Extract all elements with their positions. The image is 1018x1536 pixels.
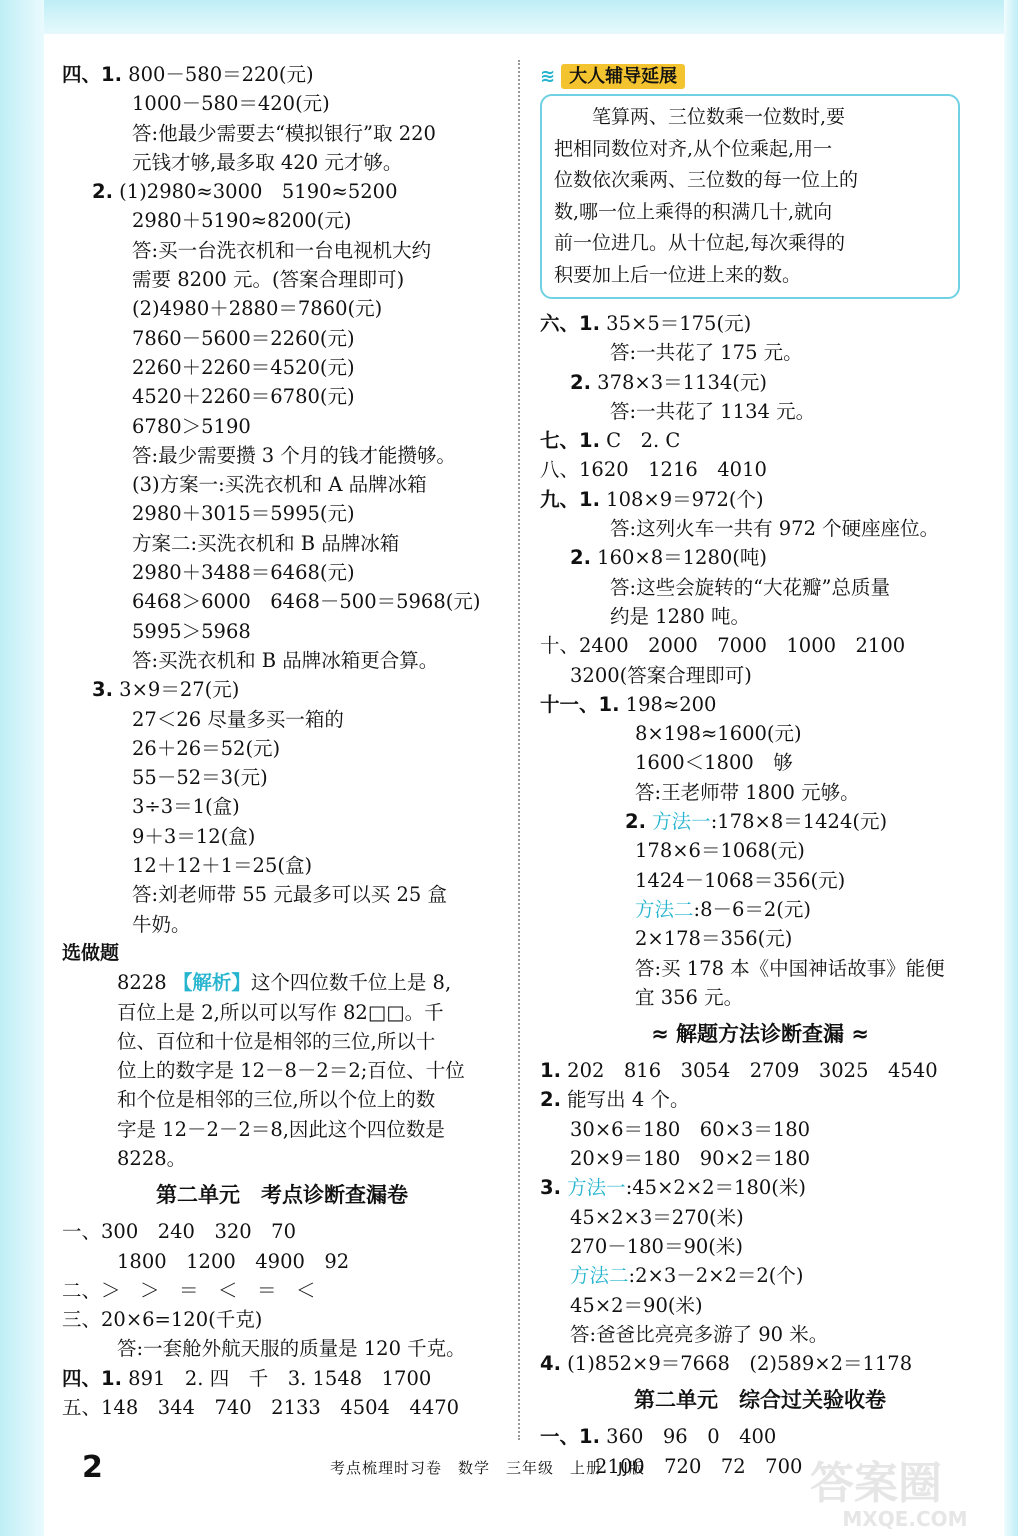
answer-text: 800－580＝220(元) [121, 63, 314, 86]
column-divider [518, 60, 520, 1440]
answer-line [540, 602, 980, 631]
section-heading: ≈ 解题方法诊断查漏 ≈ [651, 1022, 869, 1047]
answer-line [540, 1144, 980, 1173]
answer-line [540, 661, 980, 690]
answer-text: 8×198≈1600(元) [635, 722, 802, 746]
answer-line [62, 119, 502, 148]
answer-text: 答:一套舱外航天服的质量是 120 千克。 [117, 1337, 466, 1361]
answer-text: 6780＞5190 [132, 414, 251, 438]
question-number: 3. [540, 1176, 561, 1200]
answer-line [62, 236, 502, 265]
answer-line [540, 866, 980, 895]
answer-text: C 2. C [599, 429, 681, 453]
callout-box [540, 94, 960, 299]
answer-text: 需要 8200 元。(答案合理即可) [132, 268, 405, 292]
answer-text: 202 816 3054 2709 3025 4540 [560, 1059, 938, 1083]
section-heading: 第二单元 综合过关验收卷 [634, 1388, 886, 1413]
section-title: 选做题 [62, 941, 120, 964]
answer-text: 12＋12＋1＝25(盒) [132, 854, 313, 878]
callout-line: 把相同数位对齐,从个位乘起,用一 [554, 137, 833, 160]
answer-line [62, 675, 502, 704]
callout-line: 前一位进几。从十位起,每次乘得的 [554, 232, 846, 254]
answer-line [62, 1247, 502, 1276]
method-tag: 方法二 [570, 1264, 629, 1288]
answer-text: 能写出 4 个。 [560, 1088, 690, 1112]
answer-text: 5995＞5968 [132, 619, 251, 643]
answer-text: 字是 12－2－2＝8,因此这个四位数是 [117, 1117, 445, 1141]
answer-text: 答:一共花了 1134 元。 [610, 399, 816, 423]
answer-text: 2260＋2260＝4520(元) [132, 355, 355, 379]
answer-text: 45×2＝90(米) [570, 1293, 703, 1317]
answer-text: 方案二:买洗衣机和 B 品牌冰箱 [132, 531, 400, 555]
answer-line [540, 309, 980, 338]
callout-line: 位数依次乘两、三位数的每一位上的 [554, 169, 859, 191]
callout-header [540, 60, 980, 94]
question-number: 2. [92, 180, 113, 204]
answer-line [540, 1115, 980, 1144]
answer-line [62, 763, 502, 792]
answer-text: 27＜26 尽量多买一箱的 [132, 707, 344, 731]
answer-line [62, 89, 502, 118]
answer-line [540, 1203, 980, 1232]
method-tag: 方法二 [635, 897, 694, 921]
answer-text: 360 96 0 400 [599, 1425, 777, 1449]
answer-line [540, 514, 980, 543]
answer-line [540, 1261, 980, 1290]
answer-text: 270－180＝90(米) [570, 1234, 743, 1258]
answer-line [62, 1056, 502, 1085]
answer-line [540, 426, 980, 455]
question-number: 2. [540, 1088, 561, 1112]
answer-line [540, 455, 980, 484]
answer-text: 378×3＝1134(元) [590, 370, 767, 394]
answer-line [62, 1305, 502, 1334]
question-number: 九、1. [540, 487, 600, 511]
answer-line [62, 294, 502, 323]
left-column [62, 60, 502, 1422]
answer-line [62, 587, 502, 616]
answer-line [62, 558, 502, 587]
page-frame-right [1004, 0, 1018, 1536]
page-number: 2 [82, 1450, 103, 1485]
question-number: 4. [540, 1352, 561, 1376]
answer-text: 答:刘老师带 55 元最多可以买 25 盒 [132, 883, 447, 907]
answer-line [62, 1364, 502, 1393]
callout-line: 数,哪一位上乘得的积满几十,就向 [554, 200, 833, 223]
answer-text: 35×5＝175(元) [599, 312, 752, 335]
question-number: 3. [92, 678, 113, 702]
answer-line [62, 1027, 502, 1056]
answer-line [540, 836, 980, 865]
answer-text: 3÷3＝1(盒) [132, 795, 240, 819]
answer-text: 3200(答案合理即可) [570, 663, 752, 687]
answer-line [540, 1349, 980, 1378]
answer-text: 55－52＝3(元) [132, 766, 268, 790]
answer-line [62, 792, 502, 821]
watermark-url: MXQE.COM [842, 1507, 968, 1531]
answer-line [62, 910, 502, 939]
answer-text: 位上的数字是 12－8－2＝2;百位、十位 [117, 1059, 465, 1083]
answer-text: :2×3－2×2＝2(个) [628, 1264, 804, 1288]
answer-line [62, 148, 502, 177]
answer-line [62, 470, 502, 499]
answer-line [62, 441, 502, 470]
callout-title: 大人辅导延展 [561, 64, 685, 89]
answer-line [62, 529, 502, 558]
answer-text: 二、＞ ＞ ＝ ＜ ＝ ＜ [62, 1278, 316, 1302]
answer-line [62, 206, 502, 235]
answer-line [540, 1056, 980, 1085]
answer-text: 7860－5600＝2260(元) [132, 326, 355, 350]
question-number: 一、1. [540, 1425, 600, 1449]
answer-line [540, 719, 980, 748]
question-number: 七、1. [540, 429, 600, 453]
answer-text: :178×8＝1424(元) [710, 810, 888, 834]
method-tag: 方法一 [645, 810, 711, 834]
callout-line: 笔算两、三位数乘一位数时,要 [554, 106, 846, 128]
answer-value: 8228 [117, 971, 173, 995]
footer-text: 考点梳理时习卷 数学 三年级 上册 JJ版 [330, 1459, 645, 1477]
answer-text: 1600＜1800 够 [635, 751, 793, 775]
answer-text: 这个四位数千位上是 8, [250, 971, 452, 995]
answer-text: 牛奶。 [132, 912, 191, 936]
answer-line [62, 1276, 502, 1305]
right-column [540, 60, 980, 1481]
answer-text: 6468＞6000 6468－500＝5968(元) [132, 590, 481, 614]
answer-text: 三、20×6=120(千克) [62, 1308, 263, 1332]
answer-line [62, 1115, 502, 1144]
answer-text: 答:王老师带 1800 元够。 [635, 780, 860, 804]
answer-line [62, 968, 502, 997]
answer-line [62, 1085, 502, 1114]
answer-text: 2100 720 72 700 [595, 1454, 803, 1478]
answer-text: 178×6＝1068(元) [635, 839, 805, 863]
answer-text: 2980＋3015＝5995(元) [132, 502, 355, 526]
answer-text: 答:他最少需要去“模拟银行”取 220 [132, 121, 436, 145]
answer-text: 答:买一台洗衣机和一台电视机大约 [132, 238, 432, 262]
answer-line [62, 734, 502, 763]
answer-line [62, 1334, 502, 1363]
answer-line [540, 338, 980, 367]
answer-line [62, 499, 502, 528]
callout-line: 积要加上后一位进上来的数。 [554, 263, 802, 286]
answer-line [62, 646, 502, 675]
question-number: 2. [570, 370, 591, 394]
answer-line [62, 265, 502, 294]
right-answers [540, 309, 980, 1481]
answer-text: 45×2×3＝270(米) [570, 1205, 744, 1229]
page-frame-left [0, 0, 44, 1536]
answer-line [62, 324, 502, 353]
answer-text: 198≈200 [619, 692, 717, 716]
answer-text: 宜 356 元。 [635, 985, 744, 1009]
answer-line [62, 822, 502, 851]
answer-text: 答:买 178 本《中国神话故事》能便 [635, 956, 945, 980]
answer-text: :8－6＝2(元) [693, 897, 812, 921]
answer-text: 1000－580＝420(元) [132, 92, 330, 116]
answer-text: 2×178＝356(元) [635, 927, 793, 951]
answer-line [540, 983, 980, 1012]
answer-text: 答:这列火车一共有 972 个硬座座位。 [610, 517, 940, 541]
answer-line [540, 954, 980, 983]
answer-line [62, 880, 502, 909]
answer-line [540, 1232, 980, 1261]
answer-text: 答:爸爸比亮亮多游了 90 米。 [570, 1322, 829, 1346]
answer-line [62, 1144, 502, 1173]
answer-line [540, 924, 980, 953]
answer-text: 2980＋5190≈8200(元) [132, 209, 352, 233]
question-number: 十一、1. [540, 692, 620, 716]
answer-text: 891 2. 四 千 3. 1548 1700 [121, 1366, 432, 1390]
answer-text: 元钱才够,最多取 420 元才够。 [132, 150, 403, 174]
page-frame-top [0, 0, 1018, 34]
section-heading: 第二单元 考点诊断查漏卷 [156, 1183, 408, 1208]
method-tag: 【解析】 [172, 971, 251, 995]
answer-text: 30×6＝180 60×3＝180 [570, 1117, 811, 1141]
answer-line [540, 1085, 980, 1114]
answer-text: 4520＋2260＝6780(元) [132, 385, 355, 409]
answer-text: 26＋26＝52(元) [132, 736, 281, 760]
answer-text: 108×9＝972(个) [599, 487, 764, 511]
answer-line [62, 998, 502, 1027]
answer-text: 2980＋3488＝6468(元) [132, 561, 355, 585]
answer-text: 3×9＝27(元) [112, 678, 240, 702]
answer-text: 答:最少需要攒 3 个月的钱才能攒够。 [132, 443, 456, 467]
answer-text: 20×9＝180 90×2＝180 [570, 1147, 811, 1171]
answer-line [540, 748, 980, 777]
question-number: 2. [570, 546, 591, 570]
answer-text: 1424－1068＝356(元) [635, 868, 846, 892]
answer-text: 一、300 240 320 70 [62, 1220, 296, 1244]
answer-text: (1)852×9＝7668 (2)589×2＝1178 [560, 1352, 913, 1376]
answer-text: 1800 1200 4900 92 [117, 1249, 350, 1273]
answer-line [540, 895, 980, 924]
watermark [810, 1460, 1000, 1532]
answer-line [62, 705, 502, 734]
answer-text: 答:一共花了 175 元。 [610, 341, 803, 365]
answer-line [540, 690, 980, 719]
answer-text: 位、百位和十位是相邻的三位,所以十 [117, 1029, 436, 1053]
answer-text: 160×8＝1280(吨) [590, 546, 767, 570]
answer-text: 约是 1280 吨。 [610, 604, 751, 628]
answer-text: (3)方案一:买洗衣机和 A 品牌冰箱 [132, 473, 427, 497]
answer-text: (2)4980＋2880＝7860(元) [132, 297, 383, 321]
answer-line [62, 1217, 502, 1246]
answer-line [62, 617, 502, 646]
answer-line [62, 60, 502, 89]
answer-line [62, 353, 502, 382]
answer-text: 十、2400 2000 7000 1000 2100 [540, 634, 906, 658]
answer-line [540, 573, 980, 602]
answer-line [62, 1393, 502, 1422]
answer-line [540, 778, 980, 807]
answer-text: :45×2×2＝180(米) [625, 1176, 806, 1200]
question-number: 1. [540, 1059, 561, 1083]
answer-text: 8228。 [117, 1146, 187, 1170]
answer-line [540, 543, 980, 572]
answer-text: 五、148 344 740 2133 4504 4470 [62, 1396, 460, 1420]
answer-text: 八、1620 1216 4010 [540, 458, 767, 482]
watermark-logo: 答案圈 [810, 1458, 942, 1509]
question-number: 四、1. [62, 1366, 122, 1390]
answer-line [62, 851, 502, 880]
answer-line [540, 485, 980, 514]
answer-text: 9＋3＝12(盒) [132, 824, 256, 848]
answer-line [540, 1173, 980, 1202]
answer-text: 和个位是相邻的三位,所以个位上的数 [117, 1088, 436, 1112]
answer-text: (1)2980≈3000 5190≈5200 [112, 180, 398, 204]
question-number: 2. [625, 810, 646, 834]
answer-line [540, 807, 980, 836]
question-number: 四、1. [62, 63, 122, 86]
answer-text: 百位上是 2,所以可以写作 82□□。千 [117, 1000, 444, 1024]
answer-text: 答:这些会旋转的“大花瓣”总质量 [610, 575, 891, 599]
answer-line [540, 631, 980, 660]
answer-line [540, 1320, 980, 1349]
answer-line [540, 368, 980, 397]
answer-line [540, 397, 980, 426]
method-tag: 方法一 [560, 1176, 626, 1200]
answer-line [540, 1291, 980, 1320]
answer-text: 答:买洗衣机和 B 品牌冰箱更合算。 [132, 648, 439, 672]
answer-line [62, 412, 502, 441]
answer-line [62, 177, 502, 206]
answer-line [62, 382, 502, 411]
question-number: 六、1. [540, 312, 600, 335]
wave-icon: ≋ [540, 66, 556, 87]
